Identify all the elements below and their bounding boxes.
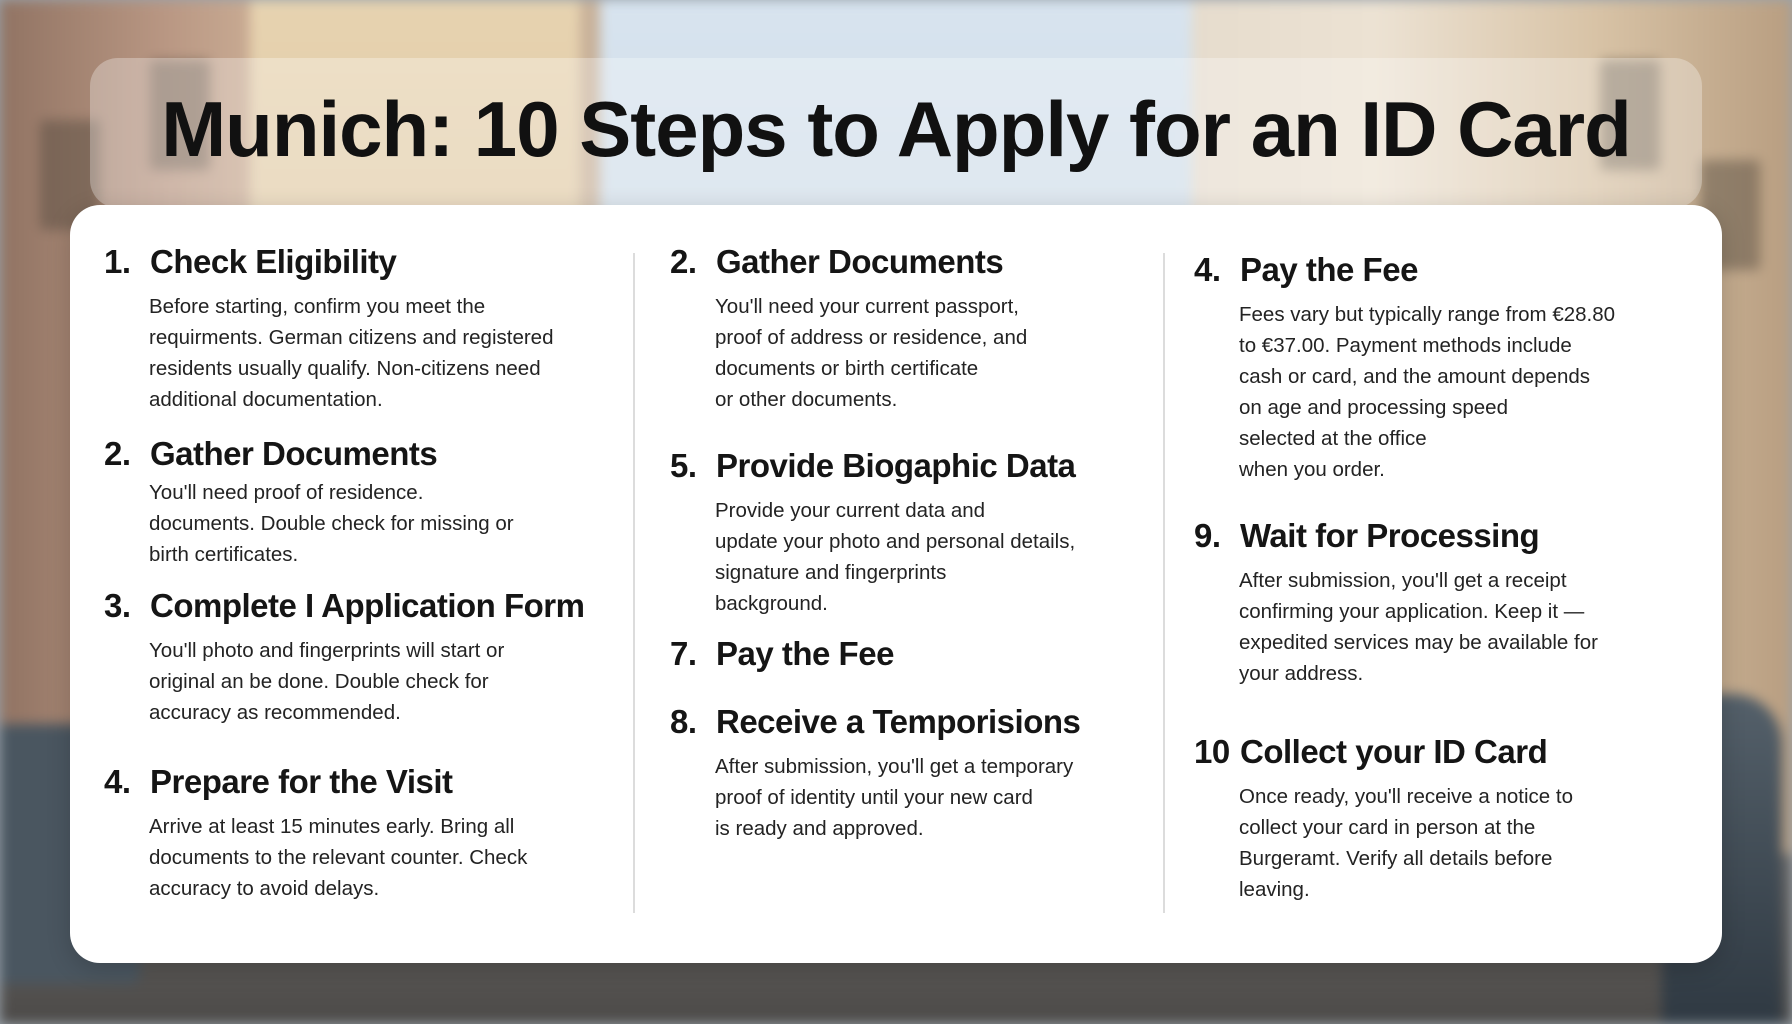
step-heading [1194, 517, 1598, 555]
step-description: Provide your current data and update your photo and personal details, signature and fingerprints background. [715, 499, 1076, 615]
step-item [670, 703, 1080, 844]
step-title: Provide Biogaphic Data [716, 447, 1076, 484]
step-number: 9. [1194, 517, 1221, 554]
step-number: 1. [104, 243, 131, 280]
step-description: Before starting, confirm you meet the requirments. German citizens and registered residents usually qualify. Non-citizens need additional documentation. [149, 295, 554, 411]
step-title: Receive a Temporisions [716, 703, 1081, 740]
step-item [104, 587, 584, 728]
step-number: 5. [670, 447, 697, 484]
step-title: Gather Documents [716, 243, 1004, 280]
steps-card [70, 205, 1722, 963]
column-divider [633, 253, 635, 913]
step-heading [670, 243, 1027, 281]
step-description: Fees vary but typically range from €28.80 to €37.00. Payment methods include cash or card, and the amount depends on age and processing speed selected at the office when you order. [1239, 303, 1616, 481]
step-title: Check Eligibility [150, 243, 397, 280]
step-item [104, 435, 514, 570]
step-title: Complete I Application Form [150, 587, 585, 624]
step-heading [670, 703, 1080, 741]
column-divider [1163, 253, 1165, 913]
step-title: Wait for Processing [1240, 517, 1540, 554]
step-number: 4. [104, 763, 131, 800]
step-item [1194, 251, 1615, 485]
step-title: Prepare for the Visit [150, 763, 453, 800]
step-heading [104, 243, 554, 281]
step-number: 4. [1194, 251, 1221, 288]
step-title: Pay the Fee [716, 635, 894, 672]
step-description: After submission, you'll get a receipt confirming your application. Keep it — expedited services may be available for your address. [1239, 569, 1598, 685]
step-item [670, 243, 1027, 415]
step-heading [670, 635, 894, 673]
step-number: 2. [104, 435, 131, 472]
step-description: You'll need proof of residence. documents. Double check for missing or birth certificates. [149, 481, 514, 566]
step-description: Arrive at least 15 minutes early. Bring all documents to the relevant counter. Check accuracy to avoid delays. [149, 815, 528, 900]
step-number: 3. [104, 587, 131, 624]
step-description: You'll photo and fingerprints will start or original an be done. Double check for accuracy as recommended. [149, 639, 505, 724]
step-heading [1194, 733, 1573, 771]
step-heading [104, 763, 527, 801]
step-item [670, 447, 1075, 619]
step-heading [670, 447, 1075, 485]
step-item [104, 243, 554, 415]
step-heading [104, 435, 514, 473]
step-number: 2. [670, 243, 697, 280]
step-item [1194, 517, 1598, 689]
step-description: Once ready, you'll receive a notice to collect your card in person at the Burgeramt. Verify all details before leaving. [1239, 785, 1573, 901]
page-title: Munich: 10 Steps to Apply for an ID Card [161, 85, 1631, 173]
step-item [1194, 733, 1573, 905]
step-number: 7. [670, 635, 697, 672]
step-heading [104, 587, 584, 625]
step-item [104, 763, 527, 904]
step-description: After submission, you'll get a temporary proof of identity until your new card is ready and approved. [715, 755, 1074, 840]
step-title: Gather Documents [150, 435, 438, 472]
step-number: 8. [670, 703, 697, 740]
step-number: 10 [1194, 733, 1230, 770]
step-title: Pay the Fee [1240, 251, 1418, 288]
step-item [670, 635, 894, 673]
step-heading [1194, 251, 1615, 289]
step-description: You'll need your current passport, proof of address or residence, and documents or birth certificate or other documents. [715, 295, 1028, 411]
step-title: Collect your ID Card [1240, 733, 1548, 770]
